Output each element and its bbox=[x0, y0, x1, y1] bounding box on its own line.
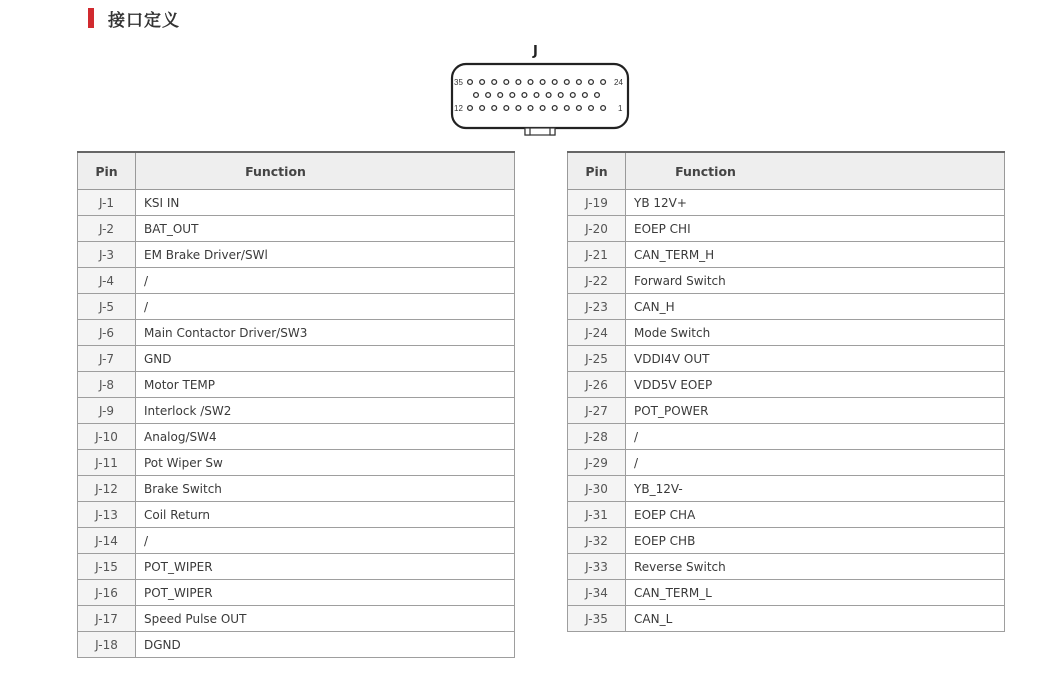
pin-hole bbox=[510, 93, 515, 98]
connector-diagram bbox=[448, 60, 632, 140]
pin-cell: J-5 bbox=[78, 294, 136, 320]
pin-hole bbox=[522, 93, 527, 98]
table-row bbox=[78, 320, 515, 346]
table-row bbox=[568, 476, 1005, 502]
pin-cell: J-16 bbox=[78, 580, 136, 606]
function-cell: Main Contactor Driver/SW3 bbox=[136, 320, 515, 346]
pin-hole bbox=[474, 93, 479, 98]
function-cell: Mode Switch bbox=[626, 320, 1005, 346]
function-cell: EOEP CHB bbox=[626, 528, 1005, 554]
pin-hole bbox=[583, 93, 588, 98]
pin-cell: J-18 bbox=[78, 632, 136, 658]
pin-hole bbox=[468, 80, 473, 85]
function-cell: YB_12V- bbox=[626, 476, 1005, 502]
pin-cell: J-2 bbox=[78, 216, 136, 242]
table-row bbox=[78, 242, 515, 268]
pin-cell: J-13 bbox=[78, 502, 136, 528]
table-row bbox=[568, 424, 1005, 450]
pin-cell: J-8 bbox=[78, 372, 136, 398]
pin-table-right bbox=[567, 151, 1005, 632]
pin-cell: J-20 bbox=[568, 216, 626, 242]
table-row bbox=[568, 450, 1005, 476]
pin-cell: J-27 bbox=[568, 398, 626, 424]
pin-hole bbox=[492, 80, 497, 85]
table-row bbox=[568, 606, 1005, 632]
pin-cell: J-33 bbox=[568, 554, 626, 580]
function-cell: / bbox=[136, 294, 515, 320]
pin-cell: J-21 bbox=[568, 242, 626, 268]
function-cell: EOEP CHA bbox=[626, 502, 1005, 528]
pin-hole bbox=[577, 80, 582, 85]
pin-cell: J-14 bbox=[78, 528, 136, 554]
pin-hole bbox=[601, 106, 606, 111]
pin-cell: J-9 bbox=[78, 398, 136, 424]
pin-hole bbox=[601, 80, 606, 85]
pin-hole bbox=[540, 80, 545, 85]
function-cell: Pot Wiper Sw bbox=[136, 450, 515, 476]
function-cell: POT_WIPER bbox=[136, 554, 515, 580]
pin-hole bbox=[577, 106, 582, 111]
function-cell: CAN_TERM_L bbox=[626, 580, 1005, 606]
pin-cell: J-29 bbox=[568, 450, 626, 476]
table-row bbox=[78, 216, 515, 242]
table-row bbox=[568, 372, 1005, 398]
pin-cell: J-19 bbox=[568, 190, 626, 216]
pin-cell: J-3 bbox=[78, 242, 136, 268]
table-row bbox=[568, 346, 1005, 372]
pin-cell: J-28 bbox=[568, 424, 626, 450]
function-cell: BAT_OUT bbox=[136, 216, 515, 242]
function-cell: CAN_TERM_H bbox=[626, 242, 1005, 268]
accent-bar bbox=[88, 8, 94, 28]
table-row bbox=[78, 632, 515, 658]
table-row bbox=[78, 372, 515, 398]
pin-cell: J-15 bbox=[78, 554, 136, 580]
pin-hole bbox=[516, 106, 521, 111]
pin-cell: J-11 bbox=[78, 450, 136, 476]
pin-cell: J-25 bbox=[568, 346, 626, 372]
function-cell: Speed Pulse OUT bbox=[136, 606, 515, 632]
table-row bbox=[78, 580, 515, 606]
table-row bbox=[568, 398, 1005, 424]
table-header-row bbox=[78, 152, 515, 190]
table-row bbox=[568, 190, 1005, 216]
function-cell: / bbox=[136, 528, 515, 554]
pin-hole bbox=[546, 93, 551, 98]
pin-cell: J-24 bbox=[568, 320, 626, 346]
pin-hole bbox=[552, 80, 557, 85]
table-row bbox=[78, 554, 515, 580]
pin-hole bbox=[534, 93, 539, 98]
function-cell: POT_WIPER bbox=[136, 580, 515, 606]
table-row bbox=[568, 528, 1005, 554]
function-cell: DGND bbox=[136, 632, 515, 658]
pin-cell: J-12 bbox=[78, 476, 136, 502]
function-cell: Interlock /SW2 bbox=[136, 398, 515, 424]
connector-label: J bbox=[533, 44, 538, 59]
header-pin: Pin bbox=[568, 152, 626, 190]
table-row bbox=[78, 476, 515, 502]
function-cell: KSI IN bbox=[136, 190, 515, 216]
table-row bbox=[78, 190, 515, 216]
table-row bbox=[78, 268, 515, 294]
pin-hole bbox=[504, 106, 509, 111]
table-row bbox=[78, 424, 515, 450]
function-cell: Forward Switch bbox=[626, 268, 1005, 294]
pin-cell: J-26 bbox=[568, 372, 626, 398]
function-cell: CAN_L bbox=[626, 606, 1005, 632]
pin-cell: J-4 bbox=[78, 268, 136, 294]
pin-hole bbox=[595, 93, 600, 98]
function-cell: Reverse Switch bbox=[626, 554, 1005, 580]
pin-hole bbox=[468, 106, 473, 111]
function-cell: CAN_H bbox=[626, 294, 1005, 320]
function-cell: POT_POWER bbox=[626, 398, 1005, 424]
table-row bbox=[568, 580, 1005, 606]
pin-cell: J-34 bbox=[568, 580, 626, 606]
section-title: 接口定义 bbox=[108, 10, 180, 31]
function-cell: EOEP CHI bbox=[626, 216, 1005, 242]
function-cell: / bbox=[136, 268, 515, 294]
pin-cell: J-31 bbox=[568, 502, 626, 528]
function-cell: Motor TEMP bbox=[136, 372, 515, 398]
pin-hole bbox=[540, 106, 545, 111]
function-cell: Coil Return bbox=[136, 502, 515, 528]
pin-hole bbox=[564, 80, 569, 85]
function-cell: / bbox=[626, 424, 1005, 450]
function-cell: Analog/SW4 bbox=[136, 424, 515, 450]
section-heading bbox=[88, 6, 180, 30]
function-cell: GND bbox=[136, 346, 515, 372]
pin-hole bbox=[570, 93, 575, 98]
pin-cell: J-10 bbox=[78, 424, 136, 450]
table-row bbox=[78, 450, 515, 476]
function-cell: / bbox=[626, 450, 1005, 476]
pin-label-12: 12 bbox=[454, 104, 463, 113]
function-cell: EM Brake Driver/SWl bbox=[136, 242, 515, 268]
pin-hole bbox=[486, 93, 491, 98]
pin-cell: J-7 bbox=[78, 346, 136, 372]
pin-label-24: 24 bbox=[614, 78, 623, 87]
pin-cell: J-6 bbox=[78, 320, 136, 346]
pin-cell: J-22 bbox=[568, 268, 626, 294]
pin-hole bbox=[480, 106, 485, 111]
pin-cell: J-32 bbox=[568, 528, 626, 554]
pin-hole bbox=[498, 93, 503, 98]
header-function: Function bbox=[626, 152, 1005, 190]
pin-hole bbox=[564, 106, 569, 111]
table-row bbox=[568, 242, 1005, 268]
pin-hole bbox=[480, 80, 485, 85]
pin-hole bbox=[589, 106, 594, 111]
pin-cell: J-30 bbox=[568, 476, 626, 502]
table-row bbox=[78, 398, 515, 424]
table-row bbox=[568, 554, 1005, 580]
function-cell: Brake Switch bbox=[136, 476, 515, 502]
function-cell: VDD5V EOEP bbox=[626, 372, 1005, 398]
pin-cell: J-17 bbox=[78, 606, 136, 632]
pin-cell: J-1 bbox=[78, 190, 136, 216]
table-row bbox=[568, 502, 1005, 528]
pin-hole bbox=[528, 80, 533, 85]
table-row bbox=[568, 268, 1005, 294]
pin-hole bbox=[552, 106, 557, 111]
pin-cell: J-23 bbox=[568, 294, 626, 320]
table-row bbox=[568, 294, 1005, 320]
pin-cell: J-35 bbox=[568, 606, 626, 632]
pin-hole bbox=[516, 80, 521, 85]
pin-table-left bbox=[77, 151, 515, 658]
table-row bbox=[78, 528, 515, 554]
table-row bbox=[78, 502, 515, 528]
pin-hole bbox=[558, 93, 563, 98]
table-row bbox=[568, 216, 1005, 242]
table-row bbox=[568, 320, 1005, 346]
pin-hole bbox=[504, 80, 509, 85]
pin-label-35: 35 bbox=[454, 78, 463, 87]
table-row bbox=[78, 606, 515, 632]
pin-hole bbox=[492, 106, 497, 111]
header-pin: Pin bbox=[78, 152, 136, 190]
pin-label-1: 1 bbox=[618, 104, 623, 113]
header-function: Function bbox=[136, 152, 515, 190]
function-cell: YB 12V+ bbox=[626, 190, 1005, 216]
function-cell: VDDI4V OUT bbox=[626, 346, 1005, 372]
table-row bbox=[78, 294, 515, 320]
pin-hole bbox=[589, 80, 594, 85]
table-row bbox=[78, 346, 515, 372]
pin-hole bbox=[528, 106, 533, 111]
table-header-row bbox=[568, 152, 1005, 190]
